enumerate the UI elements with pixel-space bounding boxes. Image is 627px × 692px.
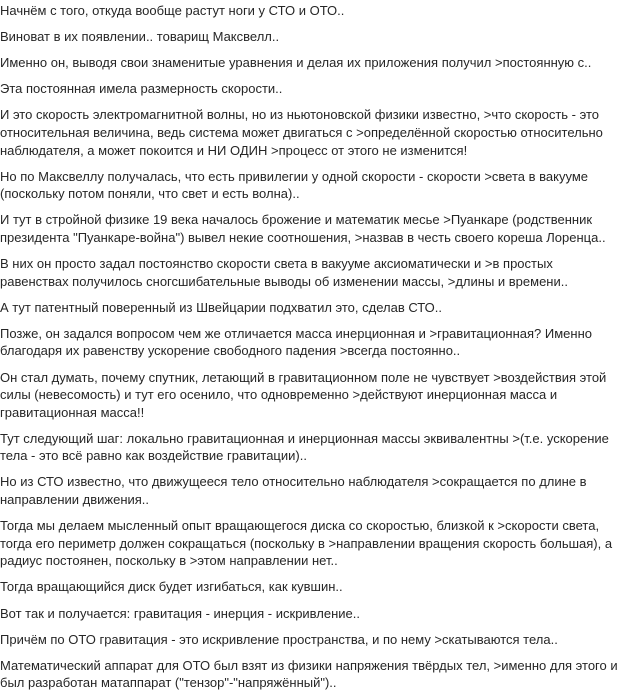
paragraph: Эта постоянная имела размерность скорости.. bbox=[0, 81, 283, 97]
paragraph: И это скорость электромагнитной волны, но из ньютоновской физики известно, >что скорость - это относительная величина, ведь система может двигаться с >определённой скоростью относительно наблюдателя, а может покоится и НИ ОДИН >процесс от этого не изменится! bbox=[0, 107, 603, 158]
paragraph: Вот так и получается: гравитация - инерция - искривление.. bbox=[0, 605, 361, 621]
paragraph: Виноват в их появлении.. товарищ Максвелл.. bbox=[0, 29, 280, 45]
paragraph: Именно он, выводя свои знаменитые уравнения и делая их приложения получил >постоянную с.. bbox=[0, 55, 592, 71]
paragraph: Причём по ОТО гравитация - это искривление пространства, и по нему >скатываются тела.. bbox=[0, 631, 558, 647]
paragraph: Тогда вращающийся диск будет изгибаться, как кувшин.. bbox=[0, 579, 343, 595]
paragraph: А тут патентный поверенный из Швейцарии подхватил это, сделав СТО.. bbox=[0, 299, 442, 315]
paragraph: Начнём с того, откуда вообще растут ноги у СТО и ОТО.. bbox=[0, 3, 345, 18]
paragraph: Но из СТО известно, что движущееся тело относительно наблюдателя >сокращается по длине в направлении движения.. bbox=[0, 474, 587, 508]
paragraph: В них он просто задал постоянство скорости света в вакууме аксиоматически и >в простых равенствах получилось сногсшибательные выводы об изменении массы, >длины и времени.. bbox=[0, 256, 568, 289]
paragraph: И тут в стройной физике 19 века началось брожение и математик месье >Пуанкаре (родственник президента "Пуанкаре-война") вывел некие соотношения, >назвав в честь своего кореша Лоренца.. bbox=[0, 212, 606, 245]
paragraph: Позже, он задался вопросом чем же отличается масса инерционная и >гравитационная? Именно благодаря их равенству ускорение свободного падения >всегда постоянно.. bbox=[0, 325, 592, 359]
paragraph: Тогда мы делаем мысленный опыт вращающегося диска со скоростью, близкой к >скорости света, тогда его периметр должен сокращаться (поскольку в >направлении вращения скорость большая), а радиус постоянен, поскольку в >этом направлении нет.. bbox=[0, 518, 613, 569]
paragraph: Но по Максвеллу получалась, что есть привилегии у одной скорости - скорости >света в вакууме (поскольку потом поняли, что свет и есть волна).. bbox=[0, 168, 588, 202]
paragraph: Тут следующий шаг: локально гравитационная и инерционная массы эквивалентны >(т.е. ускорение тела - это всё равно как воздействие гравитации).. bbox=[0, 430, 609, 464]
paragraph: Он стал думать, почему спутник, летающий в гравитационном поле не чувствует >воздействия этой силы (невесомость) и тут его осенило, что одновременно >действуют инерционная масса и гравитационная масса!! bbox=[0, 369, 607, 420]
paragraph: Математический аппарат для ОТО был взят из физики напряжения твёрдых тел, >именно для этого и был разработан матаппарат ("тензор"-"напряжённый").. bbox=[0, 657, 618, 691]
